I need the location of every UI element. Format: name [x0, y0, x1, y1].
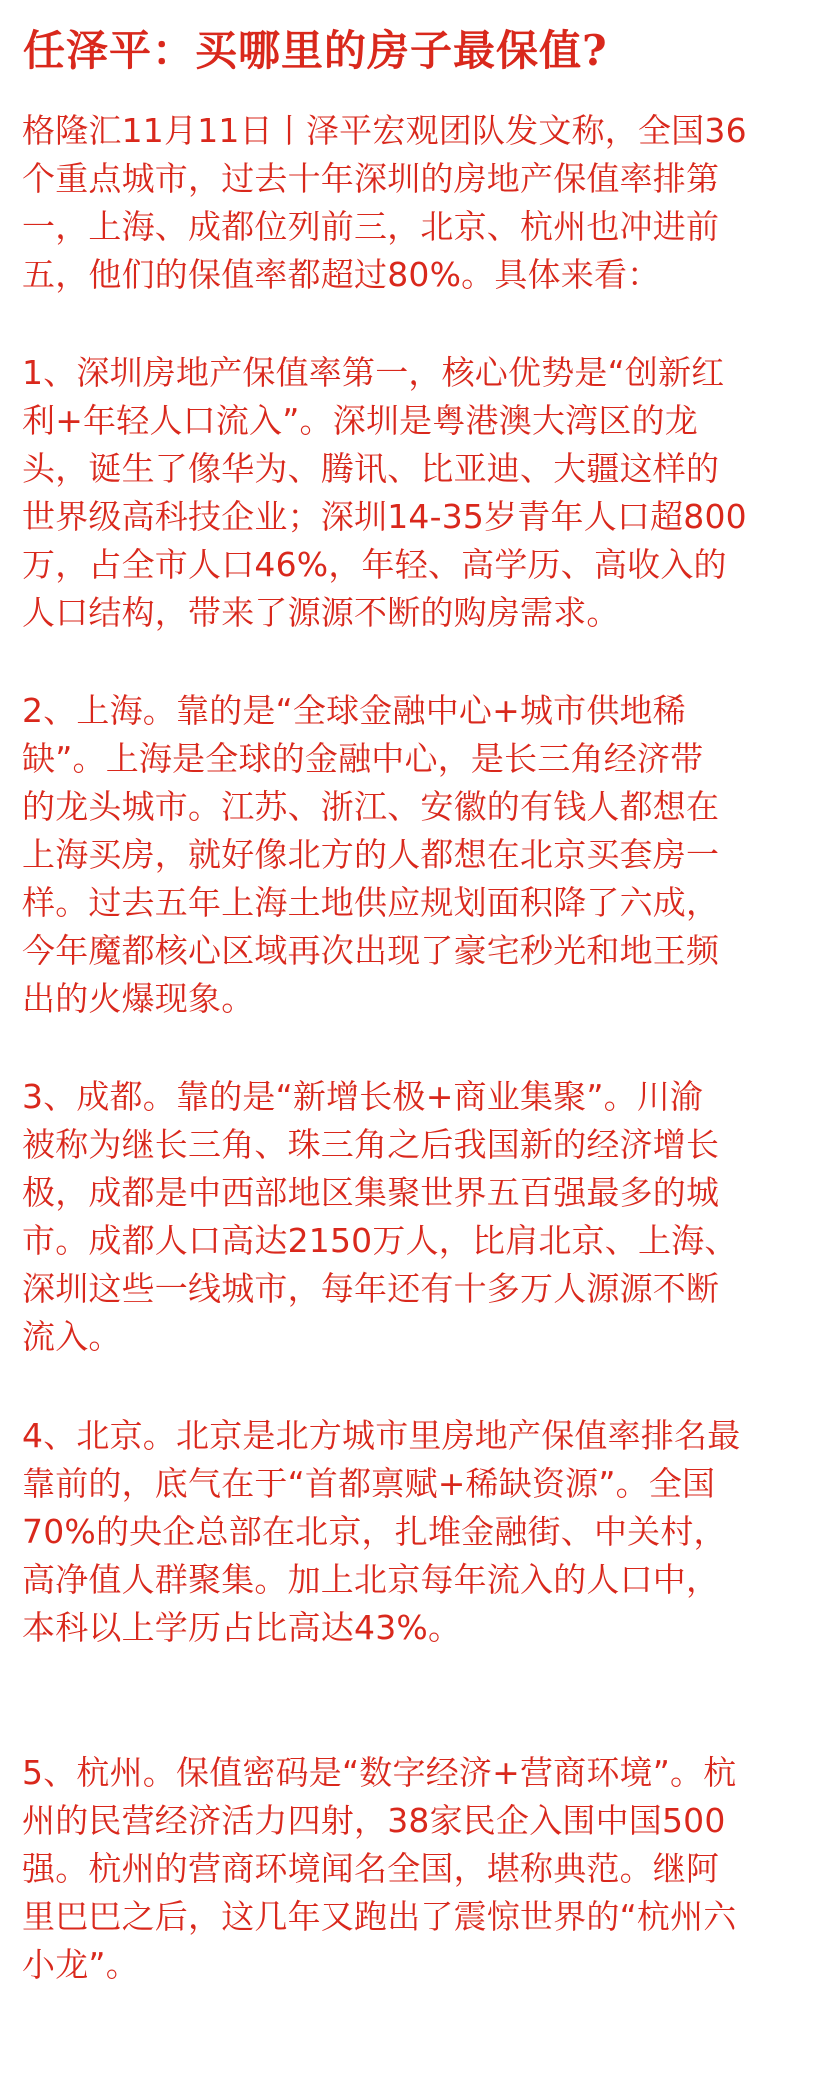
section-line: 小龙”。 — [22, 1945, 139, 1984]
intro-line: 格隆汇11月11日丨泽平宏观团队发文称，全国36 — [22, 111, 747, 150]
section-line: 万，占全市人口46%，年轻、高学历、高收入的 — [22, 545, 727, 584]
section-line: 缺”。上海是全球的金融中心，是长三角经济带 — [22, 739, 704, 778]
section-line: 市。成都人口高达2150万人，比肩北京、上海、 — [22, 1221, 738, 1260]
section-line: 出的火爆现象。 — [22, 979, 255, 1018]
section-line: 利+年轻人口流入”。深圳是粤港澳大湾区的龙 — [22, 401, 698, 440]
section-line: 里巴巴之后，这几年又跑出了震惊世界的“杭州六 — [22, 1897, 737, 1936]
section-hangzhou — [22, 1749, 814, 1989]
section-line: 3、成都。靠的是“新增长极+商业集聚”。川渝 — [22, 1077, 704, 1116]
section-line: 强。杭州的营商环境闻名全国，堪称典范。继阿 — [22, 1849, 720, 1888]
section-line: 高净值人群聚集。加上北京每年流入的人口中， — [22, 1560, 720, 1599]
section-beijing — [22, 1412, 814, 1652]
section-line: 世界级高科技企业；深圳14-35岁青年人口超800 — [22, 497, 747, 536]
section-line: 深圳这些一线城市，每年还有十多万人源源不断 — [22, 1269, 720, 1308]
intro-line: 五，他们的保值率都超过80%。具体来看： — [22, 255, 661, 294]
intro-line: 一，上海、成都位列前三，北京、杭州也冲进前 — [22, 207, 720, 246]
section-line: 样。过去五年上海土地供应规划面积降了六成， — [22, 883, 720, 922]
section-line: 70%的央企总部在北京，扎堆金融街、中关村， — [22, 1512, 727, 1551]
section-line: 2、上海。靠的是“全球金融中心+城市供地稀 — [22, 691, 686, 730]
section-chengdu — [22, 1073, 814, 1361]
section-line: 1、深圳房地产保值率第一，核心优势是“创新红 — [22, 353, 725, 392]
section-line: 极，成都是中西部地区集聚世界五百强最多的城 — [22, 1173, 720, 1212]
section-shenzhen — [22, 349, 814, 637]
section-line: 5、杭州。保值密码是“数字经济+营商环境”。杭 — [22, 1753, 737, 1792]
article-title: 任泽平：买哪里的房子最保值? — [23, 26, 608, 75]
section-line: 被称为继长三角、珠三角之后我国新的经济增长 — [22, 1125, 720, 1164]
section-line: 本科以上学历占比高达43%。 — [22, 1608, 462, 1647]
section-line: 流入。 — [22, 1317, 122, 1356]
section-line: 4、北京。北京是北方城市里房地产保值率排名最 — [22, 1416, 741, 1455]
section-line: 州的民营经济活力四射，38家民企入围中国500 — [22, 1801, 726, 1840]
section-line: 人口结构，带来了源源不断的购房需求。 — [22, 593, 620, 632]
section-line: 头，诞生了像华为、腾讯、比亚迪、大疆这样的 — [22, 449, 720, 488]
section-line: 今年魔都核心区域再次出现了豪宅秒光和地王频 — [22, 931, 720, 970]
section-line: 靠前的，底气在于“首都禀赋+稀缺资源”。全国 — [22, 1464, 716, 1503]
intro-paragraph — [22, 107, 814, 299]
section-line: 上海买房，就好像北方的人都想在北京买套房一 — [22, 835, 720, 874]
section-line: 的龙头城市。江苏、浙江、安徽的有钱人都想在 — [22, 787, 720, 826]
intro-line: 个重点城市，过去十年深圳的房地产保值率排第 — [22, 159, 720, 198]
section-shanghai — [22, 687, 814, 1023]
